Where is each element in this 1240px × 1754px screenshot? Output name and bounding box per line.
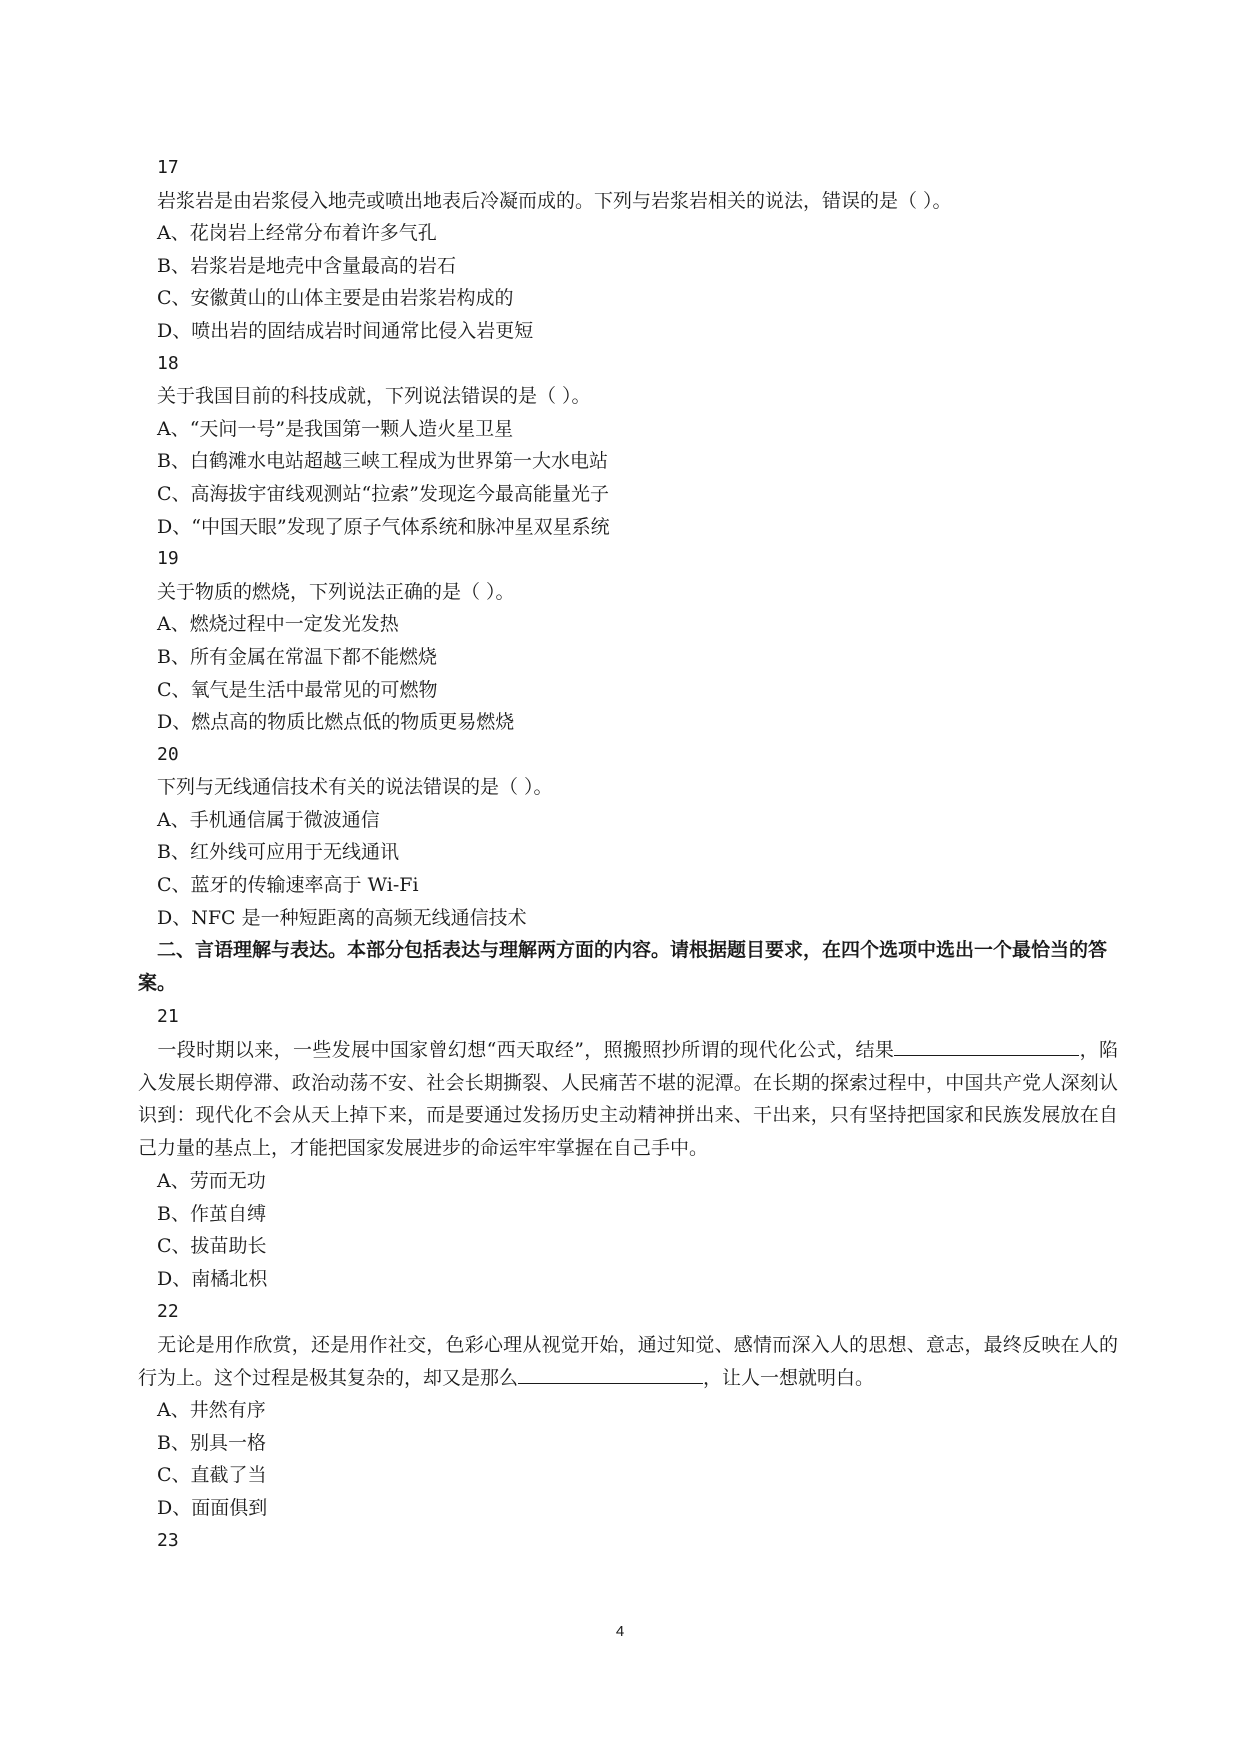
option: B、所有金属在常温下都不能燃烧 bbox=[157, 645, 437, 668]
option: A、燃烧过程中一定发光发热 bbox=[157, 613, 399, 636]
option: B、红外线可应用于无线通讯 bbox=[157, 841, 399, 864]
option: D、NFC 是一种短距离的高频无线通信技术 bbox=[157, 906, 527, 929]
option: A、井然有序 bbox=[157, 1399, 266, 1421]
option: D、“中国天眼”发现了原子气体系统和脉冲星双星系统 bbox=[157, 515, 610, 538]
questions-17-20 bbox=[157, 152, 1117, 934]
option: A、“天问一号”是我国第一颗人造火星卫星 bbox=[157, 417, 514, 440]
question-23 bbox=[157, 1525, 1117, 1558]
question-number: 23 bbox=[157, 1530, 179, 1551]
question-22 bbox=[157, 1296, 1117, 1329]
question-stem-21 bbox=[138, 1034, 1118, 1164]
question-number: 18 bbox=[157, 352, 179, 374]
question-number: 17 bbox=[157, 157, 179, 178]
stem-text-part1: 无论是用作欣赏，还是用作社交，色彩心理从视觉开始，通过知觉、感情而深入人的思想、意志，最终反映在人的行为上。这个过程是极其复杂的，却又是那么 bbox=[138, 1334, 1118, 1389]
question-number: 19 bbox=[157, 548, 179, 570]
question-21-options bbox=[157, 1165, 1117, 1295]
option: C、高海拔宇宙线观测站“拉索”发现迄今最高能量光子 bbox=[157, 482, 609, 505]
question-number: 21 bbox=[157, 1006, 179, 1027]
option: D、燃点高的物质比燃点低的物质更易燃烧 bbox=[157, 711, 515, 734]
option: D、喷出岩的固结成岩时间通常比侵入岩更短 bbox=[157, 319, 534, 342]
stem-text-part2: ，让人一想就明白。 bbox=[703, 1366, 875, 1389]
option: A、花岗岩上经常分布着许多气孔 bbox=[157, 222, 437, 245]
question-21 bbox=[157, 1001, 1117, 1034]
option: B、别具一格 bbox=[157, 1431, 266, 1454]
page-number: 4 bbox=[615, 1623, 625, 1640]
option: D、面面俱到 bbox=[157, 1496, 268, 1519]
option: D、南橘北枳 bbox=[157, 1267, 268, 1290]
option: A、手机通信属于微波通信 bbox=[157, 808, 380, 831]
answer-blank bbox=[894, 1035, 1079, 1056]
question-stem: 下列与无线通信技术有关的说法错误的是（ ）。 bbox=[157, 776, 553, 799]
question-number: 22 bbox=[157, 1301, 179, 1322]
option: C、直截了当 bbox=[157, 1464, 267, 1487]
option: C、氧气是生活中最常见的可燃物 bbox=[157, 678, 438, 701]
option: B、岩浆岩是地壳中含量最高的岩石 bbox=[157, 254, 456, 277]
option: A、劳而无功 bbox=[157, 1170, 266, 1192]
option: B、白鹤滩水电站超越三峡工程成为世界第一大水电站 bbox=[157, 450, 608, 473]
question-stem: 关于物质的燃烧，下列说法正确的是（ ）。 bbox=[157, 580, 515, 603]
question-stem-22 bbox=[138, 1329, 1118, 1394]
option: B、作茧自缚 bbox=[157, 1202, 266, 1225]
section-heading: 二、言语理解与表达。本部分包括表达与理解两方面的内容。请根据题目要求，在四个选项中选出一个最恰当的答案。 bbox=[138, 939, 1108, 994]
option: C、安徽黄山的山体主要是由岩浆岩构成的 bbox=[157, 287, 514, 310]
question-number: 20 bbox=[157, 743, 179, 765]
option: C、蓝牙的传输速率高于 Wi-Fi bbox=[157, 874, 419, 897]
stem-text-part2: ，陷入发展长期停滞、政治动荡不安、社会长期撕裂、人民痛苦不堪的泥潭。在长期的探索过程中，中国共产党人深刻认识到：现代化不会从天上掉下来，而是要通过发扬历史主动精神拼出来、干出来，只有坚持把国家和民族发展放在自己力量的基点上，才能把国家发展进步的命运牢牢掌握在自己手中。 bbox=[138, 1039, 1118, 1159]
question-22-options bbox=[157, 1394, 1117, 1524]
question-stem: 岩浆岩是由岩浆侵入地壳或喷出地表后冷凝而成的。下列与岩浆岩相关的说法，错误的是（ ）。 bbox=[157, 189, 952, 212]
stem-text-part1: 一段时期以来，一些发展中国家曾幻想“西天取经”，照搬照抄所谓的现代化公式，结果 bbox=[157, 1039, 895, 1061]
question-stem: 关于我国目前的科技成就，下列说法错误的是（ ）。 bbox=[157, 385, 591, 408]
answer-blank bbox=[518, 1363, 703, 1384]
option: C、拔苗助长 bbox=[157, 1235, 267, 1258]
